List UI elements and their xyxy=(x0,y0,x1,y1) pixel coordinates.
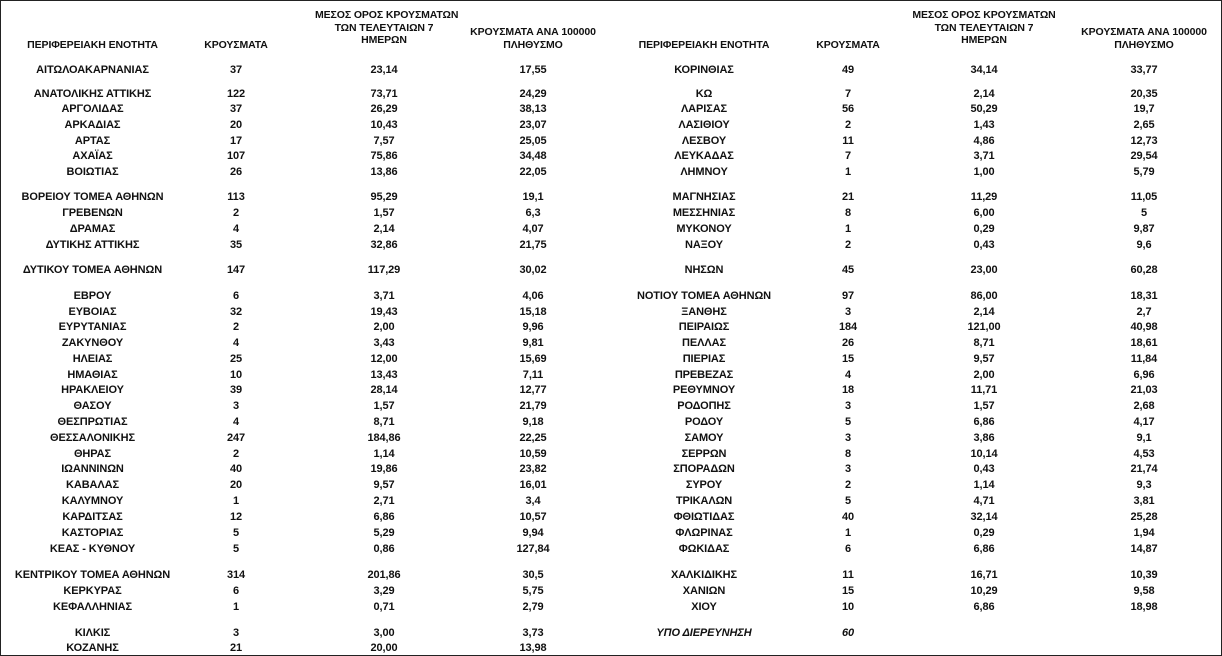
region-name-cell: ΠΕΙΡΑΙΩΣ xyxy=(678,321,730,333)
average-cell: 4,71 xyxy=(973,495,995,507)
average-cell: 2,71 xyxy=(373,495,395,507)
average-cell: 3,00 xyxy=(373,627,395,639)
region-name-cell: ΒΟΙΩΤΙΑΣ xyxy=(66,166,119,178)
region-name-cell: ΛΑΣΙΘΙΟΥ xyxy=(678,119,730,131)
region-name-cell: ΚΑΣΤΟΡΙΑΣ xyxy=(61,527,124,539)
cases-cell: 40 xyxy=(841,511,855,523)
per-100000-cell: 15,69 xyxy=(519,353,547,365)
cases-cell: 2 xyxy=(232,321,240,333)
cases-cell: 6 xyxy=(844,543,852,555)
cases-cell: 1 xyxy=(844,166,852,178)
region-name-cell: ΔΥΤΙΚΟΥ ΤΟΜΕΑ ΑΘΗΝΩΝ xyxy=(22,264,163,276)
average-cell: 0,29 xyxy=(973,223,995,235)
header-average-line: ΗΜΕΡΩΝ xyxy=(961,34,1007,46)
header-average-7-days xyxy=(315,9,459,47)
per-100000-cell: 18,61 xyxy=(1130,337,1158,349)
average-cell: 75,86 xyxy=(370,150,398,162)
region-name-cell: ΝΑΞΟΥ xyxy=(684,239,724,251)
cases-cell: 3 xyxy=(232,400,240,412)
average-cell: 121,00 xyxy=(967,321,1001,333)
cases-cell: 4 xyxy=(844,369,852,381)
per-100000-cell: 2,68 xyxy=(1133,400,1155,412)
cases-cell: 60 xyxy=(841,627,855,639)
header-average-line: ΗΜΕΡΩΝ xyxy=(361,34,407,46)
region-name-cell: ΛΕΥΚΑΔΑΣ xyxy=(674,150,734,162)
cases-cell: 7 xyxy=(844,150,852,162)
region-name-cell: ΕΒΡΟΥ xyxy=(73,290,112,302)
per-100000-cell: 21,03 xyxy=(1130,384,1158,396)
region-name-cell: ΚΕΑΣ - ΚΥΘΝΟΥ xyxy=(49,543,136,555)
region-name-cell: ΛΕΣΒΟΥ xyxy=(681,135,727,147)
average-cell: 201,86 xyxy=(367,569,401,581)
cases-cell: 2 xyxy=(232,448,240,460)
average-cell: 184,86 xyxy=(367,432,401,444)
cases-cell: 18 xyxy=(841,384,855,396)
cases-cell: 314 xyxy=(226,569,246,581)
per-100000-cell: 11,05 xyxy=(1130,191,1158,203)
cases-cell: 3 xyxy=(844,432,852,444)
per-100000-cell: 127,84 xyxy=(516,543,550,555)
per-100000-cell: 5 xyxy=(1140,207,1148,219)
per-100000-cell: 24,29 xyxy=(519,88,547,100)
average-cell: 6,86 xyxy=(973,601,995,613)
region-name-cell: ΞΑΝΘΗΣ xyxy=(681,306,727,318)
per-100000-cell: 4,07 xyxy=(522,223,544,235)
per-100000-cell: 23,82 xyxy=(519,463,547,475)
cases-cell: 37 xyxy=(229,64,243,76)
cases-cell: 40 xyxy=(229,463,243,475)
average-cell: 10,29 xyxy=(970,585,998,597)
per-100000-cell: 5,75 xyxy=(522,585,544,597)
region-name-cell: ΚΑΛΥΜΝΟΥ xyxy=(61,495,124,507)
per-100000-cell: 2,7 xyxy=(1136,306,1152,318)
per-100000-cell: 6,3 xyxy=(525,207,541,219)
header-per-line: ΠΛΗΘΥΣΜΟ xyxy=(1114,38,1174,51)
per-100000-cell: 9,94 xyxy=(522,527,544,539)
cases-cell: 45 xyxy=(841,264,855,276)
region-name-cell: ΠΕΛΛΑΣ xyxy=(682,337,726,349)
cases-cell: 3 xyxy=(844,306,852,318)
per-100000-cell: 30,5 xyxy=(522,569,544,581)
region-name-cell: ΘΑΣΟΥ xyxy=(73,400,112,412)
header-cases-per-100000 xyxy=(1073,26,1215,51)
cases-cell: 4 xyxy=(232,337,240,349)
region-name-cell: ΦΛΩΡΙΝΑΣ xyxy=(675,527,733,539)
per-100000-cell: 18,98 xyxy=(1130,601,1158,613)
average-cell: 7,57 xyxy=(373,135,395,147)
average-cell: 73,71 xyxy=(370,88,398,100)
region-name-cell: ΚΕΦΑΛΛΗΝΙΑΣ xyxy=(52,601,133,613)
average-cell: 9,57 xyxy=(973,353,995,365)
per-100000-cell: 17,55 xyxy=(519,64,547,76)
per-100000-cell: 9,87 xyxy=(1133,223,1155,235)
cases-cell: 12 xyxy=(229,511,243,523)
header-average-line: ΤΩΝ ΤΕΛΕΥΤΑΙΩΝ 7 xyxy=(934,21,1034,34)
region-name-cell: ΠΙΕΡΙΑΣ xyxy=(682,353,726,365)
region-name-cell: ΘΕΣΣΑΛΟΝΙΚΗΣ xyxy=(50,432,135,444)
right-table xyxy=(611,0,1222,656)
cases-cell: 3 xyxy=(232,627,240,639)
average-cell: 2,00 xyxy=(373,321,395,333)
average-cell: 13,86 xyxy=(370,166,398,178)
per-100000-cell: 12,77 xyxy=(519,384,547,396)
region-name-cell: ΧΙΟΥ xyxy=(691,601,717,613)
per-100000-cell: 10,39 xyxy=(1130,569,1158,581)
region-name-cell: ΧΑΛΚΙΔΙΚΗΣ xyxy=(670,569,738,581)
average-cell: 1,57 xyxy=(973,400,995,412)
cases-cell: 4 xyxy=(232,416,240,428)
average-cell: 1,43 xyxy=(973,119,995,131)
average-cell: 1,57 xyxy=(373,207,395,219)
average-cell: 0,29 xyxy=(973,527,995,539)
average-cell: 32,14 xyxy=(970,511,998,523)
average-cell: 19,86 xyxy=(370,463,398,475)
region-name-cell: ΡΟΔΟΥ xyxy=(684,416,724,428)
cases-cell: 8 xyxy=(844,207,852,219)
per-100000-cell: 22,25 xyxy=(519,432,547,444)
cases-cell: 10 xyxy=(229,369,243,381)
region-name-cell: ΚΕΝΤΡΙΚΟΥ ΤΟΜΕΑ ΑΘΗΝΩΝ xyxy=(14,569,171,581)
cases-cell: 3 xyxy=(844,463,852,475)
per-100000-cell: 14,87 xyxy=(1130,543,1158,555)
per-100000-cell: 38,13 xyxy=(519,103,547,115)
region-name-cell: ΡΟΔΟΠΗΣ xyxy=(677,400,731,412)
header-region: ΠΕΡΙΦΕΡΕΙΑΚΗ ΕΝΟΤΗΤΑ xyxy=(27,39,158,51)
average-cell: 1,14 xyxy=(973,479,995,491)
region-name-cell: ΔΥΤΙΚΗΣ ΑΤΤΙΚΗΣ xyxy=(45,239,140,251)
region-name-cell: ΠΡΕΒΕΖΑΣ xyxy=(674,369,734,381)
average-cell: 11,71 xyxy=(970,384,998,396)
cases-cell: 2 xyxy=(844,479,852,491)
per-100000-cell: 15,18 xyxy=(519,306,547,318)
average-cell: 4,86 xyxy=(973,135,995,147)
per-100000-cell: 29,54 xyxy=(1130,150,1158,162)
per-100000-cell: 23,07 xyxy=(519,119,547,131)
region-name-cell: ΚΑΒΑΛΑΣ xyxy=(66,479,119,491)
average-cell: 2,14 xyxy=(973,88,995,100)
per-100000-cell: 9,6 xyxy=(1136,239,1152,251)
average-cell: 12,00 xyxy=(370,353,398,365)
per-100000-cell: 13,98 xyxy=(519,642,547,654)
region-name-cell: ΣΥΡΟΥ xyxy=(685,479,723,491)
per-100000-cell: 19,7 xyxy=(1133,103,1155,115)
per-100000-cell: 19,1 xyxy=(522,191,544,203)
cases-cell: 20 xyxy=(229,119,243,131)
region-name-cell: ΚΙΛΚΙΣ xyxy=(74,627,111,639)
per-100000-cell: 4,53 xyxy=(1133,448,1155,460)
per-100000-cell: 25,05 xyxy=(519,135,547,147)
region-name-cell: ΘΗΡΑΣ xyxy=(73,448,112,460)
per-100000-cell: 2,79 xyxy=(522,601,544,613)
cases-cell: 122 xyxy=(226,88,246,100)
cases-cell: 8 xyxy=(844,448,852,460)
per-100000-cell: 9,18 xyxy=(522,416,544,428)
average-cell: 8,71 xyxy=(373,416,395,428)
per-100000-cell: 9,3 xyxy=(1136,479,1152,491)
average-cell: 117,29 xyxy=(367,264,401,276)
average-cell: 3,71 xyxy=(973,150,995,162)
region-name-cell: ΖΑΚΥΝΘΟΥ xyxy=(61,337,124,349)
average-cell: 0,43 xyxy=(973,463,995,475)
average-cell: 34,14 xyxy=(970,64,998,76)
region-name-cell: ΘΕΣΠΡΩΤΙΑΣ xyxy=(57,416,128,428)
region-name-cell: ΑΡΓΟΛΙΔΑΣ xyxy=(61,103,124,115)
per-100000-cell: 3,4 xyxy=(525,495,541,507)
cases-cell: 2 xyxy=(844,119,852,131)
cases-cell: 5 xyxy=(844,495,852,507)
per-100000-cell: 2,65 xyxy=(1133,119,1155,131)
region-name-cell: ΙΩΑΝΝΙΝΩΝ xyxy=(61,463,124,475)
cases-cell: 184 xyxy=(838,321,858,333)
average-cell: 86,00 xyxy=(970,290,998,302)
region-name-cell: ΦΩΚΙΔΑΣ xyxy=(678,543,730,555)
per-100000-cell: 3,73 xyxy=(522,627,544,639)
per-100000-cell: 11,84 xyxy=(1130,353,1158,365)
cases-cell: 247 xyxy=(226,432,246,444)
region-name-cell: ΒΟΡΕΙΟΥ ΤΟΜΕΑ ΑΘΗΝΩΝ xyxy=(21,191,164,203)
per-100000-cell: 5,79 xyxy=(1133,166,1155,178)
cases-cell: 113 xyxy=(227,191,245,203)
average-cell: 95,29 xyxy=(370,191,398,203)
average-cell: 1,00 xyxy=(973,166,995,178)
average-cell: 10,43 xyxy=(370,119,398,131)
region-name-cell: ΚΟΖΑΝΗΣ xyxy=(66,642,119,654)
cases-cell: 21 xyxy=(841,191,855,203)
cases-cell: 11 xyxy=(842,135,854,147)
average-cell: 3,43 xyxy=(373,337,395,349)
region-name-cell: ΑΧΑΪΑΣ xyxy=(72,150,113,162)
region-name-cell: ΗΡΑΚΛΕΙΟΥ xyxy=(61,384,124,396)
cases-cell: 26 xyxy=(229,166,243,178)
cases-cell: 6 xyxy=(232,290,240,302)
header-average-line: ΤΩΝ ΤΕΛΕΥΤΑΙΩΝ 7 xyxy=(334,21,434,34)
header-average-7-days xyxy=(911,9,1057,47)
header-per-line: ΚΡΟΥΣΜΑΤΑ ΑΝΑ 100000 xyxy=(1081,26,1207,38)
average-cell: 2,14 xyxy=(973,306,995,318)
cases-cell: 5 xyxy=(844,416,852,428)
cases-cell: 10 xyxy=(841,601,855,613)
average-cell: 5,29 xyxy=(373,527,395,539)
cases-cell: 35 xyxy=(229,239,243,251)
average-cell: 1,14 xyxy=(373,448,395,460)
average-cell: 3,71 xyxy=(373,290,395,302)
region-name-cell: ΗΛΕΙΑΣ xyxy=(72,353,113,365)
cases-cell: 5 xyxy=(232,543,240,555)
average-cell: 3,86 xyxy=(973,432,995,444)
region-name-cell: ΛΗΜΝΟΥ xyxy=(680,166,728,178)
region-name-cell: ΣΠΟΡΑΔΩΝ xyxy=(673,463,735,475)
average-cell: 6,00 xyxy=(973,207,995,219)
cases-cell: 11 xyxy=(842,569,854,581)
cases-cell: 4 xyxy=(232,223,240,235)
cases-cell: 7 xyxy=(844,88,852,100)
per-100000-cell: 9,1 xyxy=(1136,432,1152,444)
region-name-cell: ΔΡΑΜΑΣ xyxy=(69,223,116,235)
per-100000-cell: 34,48 xyxy=(519,150,547,162)
cases-cell: 49 xyxy=(841,64,855,76)
per-100000-cell: 33,77 xyxy=(1130,64,1158,76)
average-cell: 20,00 xyxy=(370,642,398,654)
cases-cell: 37 xyxy=(229,103,243,115)
per-100000-cell: 6,96 xyxy=(1133,369,1155,381)
per-100000-cell: 25,28 xyxy=(1130,511,1158,523)
per-100000-cell: 30,02 xyxy=(519,264,547,276)
cases-cell: 5 xyxy=(232,527,240,539)
average-cell: 1,57 xyxy=(373,400,395,412)
region-name-cell: ΑΙΤΩΛΟΑΚΑΡΝΑΝΙΑΣ xyxy=(36,64,149,76)
average-cell: 9,57 xyxy=(373,479,395,491)
cases-cell: 107 xyxy=(226,150,246,162)
cases-cell: 6 xyxy=(232,585,240,597)
average-cell: 23,14 xyxy=(370,64,398,76)
region-name-cell: ΜΕΣΣΗΝΙΑΣ xyxy=(672,207,736,219)
average-cell: 6,86 xyxy=(973,416,995,428)
per-100000-cell: 9,81 xyxy=(522,337,544,349)
cases-cell: 21 xyxy=(229,642,243,654)
average-cell: 19,43 xyxy=(370,306,398,318)
per-100000-cell: 9,58 xyxy=(1133,585,1155,597)
header-cases: ΚΡΟΥΣΜΑΤΑ xyxy=(204,39,268,51)
header-average-line: ΜΕΣΟΣ ΟΡΟΣ ΚΡΟΥΣΜΑΤΩΝ xyxy=(315,9,459,21)
cases-cell: 1 xyxy=(232,495,240,507)
header-region: ΠΕΡΙΦΕΡΕΙΑΚΗ ΕΝΟΤΗΤΑ xyxy=(638,39,770,51)
cases-cell: 3 xyxy=(844,400,852,412)
header-cases: ΚΡΟΥΣΜΑΤΑ xyxy=(816,39,880,51)
region-name-cell: ΚΑΡΔΙΤΣΑΣ xyxy=(62,511,123,523)
average-cell: 6,86 xyxy=(973,543,995,555)
per-100000-cell: 18,31 xyxy=(1130,290,1158,302)
region-name-cell: ΝΗΣΩΝ xyxy=(684,264,724,276)
per-100000-cell: 21,79 xyxy=(519,400,547,412)
cases-cell: 97 xyxy=(841,290,855,302)
region-name-cell: ΓΡΕΒΕΝΩΝ xyxy=(62,207,123,219)
cases-cell: 2 xyxy=(844,239,852,251)
region-name-cell: ΗΜΑΘΙΑΣ xyxy=(67,369,118,381)
header-per-line: ΚΡΟΥΣΜΑΤΑ ΑΝΑ 100000 xyxy=(470,26,596,38)
region-name-cell: ΕΥΒΟΙΑΣ xyxy=(68,306,117,318)
average-cell: 32,86 xyxy=(370,239,398,251)
region-name-cell: ΚΟΡΙΝΘΙΑΣ xyxy=(674,64,734,76)
region-name-cell: ΜΥΚΟΝΟΥ xyxy=(676,223,732,235)
per-100000-cell: 21,75 xyxy=(519,239,547,251)
region-name-cell: ΛΑΡΙΣΑΣ xyxy=(680,103,728,115)
per-100000-cell: 40,98 xyxy=(1130,321,1158,333)
average-cell: 8,71 xyxy=(973,337,995,349)
cases-cell: 1 xyxy=(844,223,852,235)
average-cell: 0,71 xyxy=(373,601,395,613)
region-name-cell: ΣΑΜΟΥ xyxy=(684,432,724,444)
per-100000-cell: 20,35 xyxy=(1130,88,1158,100)
per-100000-cell: 16,01 xyxy=(519,479,547,491)
region-name-cell: ΜΑΓΝΗΣΙΑΣ xyxy=(672,191,736,203)
per-100000-cell: 10,57 xyxy=(519,511,547,523)
region-name-cell: ΧΑΝΙΩΝ xyxy=(682,585,726,597)
cases-cell: 15 xyxy=(841,353,855,365)
cases-cell: 20 xyxy=(229,479,243,491)
average-cell: 16,71 xyxy=(970,569,998,581)
per-100000-cell: 12,73 xyxy=(1130,135,1158,147)
per-100000-cell: 4,17 xyxy=(1133,416,1155,428)
region-name-cell: ΑΝΑΤΟΛΙΚΗΣ ΑΤΤΙΚΗΣ xyxy=(33,88,152,100)
average-cell: 11,29 xyxy=(970,191,998,203)
average-cell: 13,43 xyxy=(370,369,398,381)
per-100000-cell: 21,74 xyxy=(1130,463,1158,475)
per-100000-cell: 9,96 xyxy=(522,321,544,333)
average-cell: 23,00 xyxy=(970,264,998,276)
average-cell: 2,14 xyxy=(373,223,395,235)
average-cell: 3,29 xyxy=(373,585,395,597)
per-100000-cell: 10,59 xyxy=(519,448,547,460)
cases-cell: 26 xyxy=(841,337,855,349)
region-name-cell: ΑΡΤΑΣ xyxy=(74,135,111,147)
cases-cell: 1 xyxy=(232,601,240,613)
cases-cell: 32 xyxy=(229,306,243,318)
cases-cell: 147 xyxy=(226,264,246,276)
region-name-cell: ΚΕΡΚΥΡΑΣ xyxy=(63,585,122,597)
cases-cell: 25 xyxy=(229,353,243,365)
per-100000-cell: 3,81 xyxy=(1133,495,1155,507)
average-cell: 2,00 xyxy=(973,369,995,381)
average-cell: 28,14 xyxy=(370,384,398,396)
region-name-cell: ΣΕΡΡΩΝ xyxy=(681,448,727,460)
region-name-cell: ΡΕΘΥΜΝΟΥ xyxy=(672,384,736,396)
per-100000-cell: 1,94 xyxy=(1133,527,1155,539)
header-per-line: ΠΛΗΘΥΣΜΟ xyxy=(503,38,563,51)
average-cell: 26,29 xyxy=(370,103,398,115)
per-100000-cell: 7,11 xyxy=(522,369,544,381)
per-100000-cell: 22,05 xyxy=(519,166,547,178)
header-cases-per-100000 xyxy=(470,26,596,51)
cases-cell: 39 xyxy=(229,384,243,396)
region-name-cell: ΝΟΤΙΟΥ ΤΟΜΕΑ ΑΘΗΝΩΝ xyxy=(636,290,772,302)
cases-cell: 17 xyxy=(229,135,243,147)
cases-cell: 15 xyxy=(841,585,855,597)
region-name-cell: ΤΡΙΚΑΛΩΝ xyxy=(675,495,733,507)
region-name-cell: ΕΥΡΥΤΑΝΙΑΣ xyxy=(58,321,127,333)
average-cell: 0,86 xyxy=(373,543,395,555)
average-cell: 10,14 xyxy=(970,448,998,460)
per-100000-cell: 4,06 xyxy=(522,290,544,302)
region-name-cell: ΥΠΟ ΔΙΕΡΕΥΝΗΣΗ xyxy=(656,627,752,639)
region-name-cell: ΚΩ xyxy=(695,88,713,100)
cases-cell: 2 xyxy=(232,207,240,219)
region-name-cell: ΦΘΙΩΤΙΔΑΣ xyxy=(673,511,735,523)
per-100000-cell: 60,28 xyxy=(1130,264,1158,276)
average-cell: 0,43 xyxy=(973,239,995,251)
average-cell: 50,29 xyxy=(970,103,998,115)
region-name-cell: ΑΡΚΑΔΙΑΣ xyxy=(64,119,121,131)
cases-cell: 1 xyxy=(844,527,852,539)
cases-cell: 56 xyxy=(841,103,855,115)
header-average-line: ΜΕΣΟΣ ΟΡΟΣ ΚΡΟΥΣΜΑΤΩΝ xyxy=(912,9,1056,21)
average-cell: 6,86 xyxy=(373,511,395,523)
